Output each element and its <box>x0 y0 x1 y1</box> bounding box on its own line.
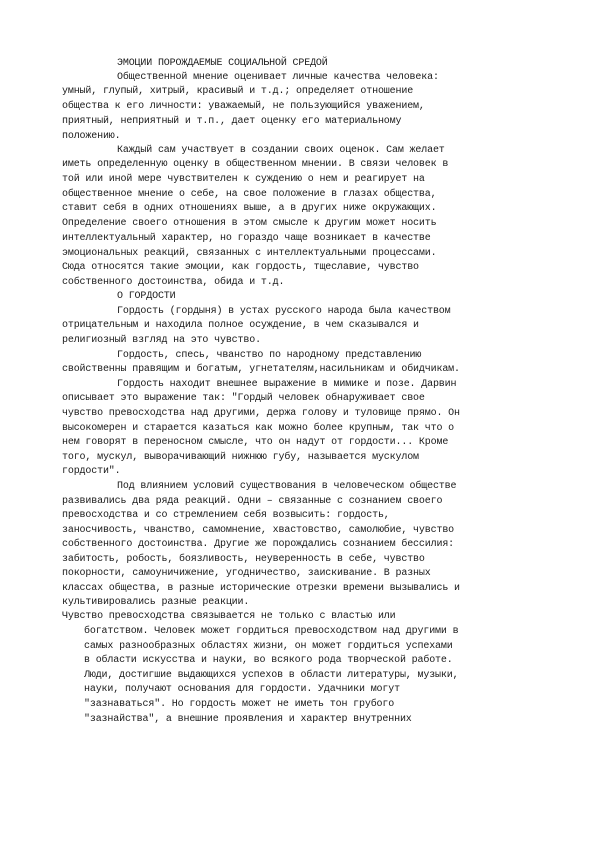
text-line: религиозный взгляд на это чувство. <box>62 335 261 346</box>
text-line: Гордость (гордыня) в устах русского народа была качеством <box>117 306 451 317</box>
text-line: собственного достоинства, обида и т.д. <box>62 277 285 288</box>
text-line: той или иной мере чувствителен к суждению о нем и реагирует на <box>62 174 425 185</box>
text-line: Под влиянием условий существования в человеческом обществе <box>117 481 457 492</box>
text-line: самых разнообразных областях жизни, он может гордиться успехами <box>84 641 453 652</box>
text-line: Сюда относятся такие эмоции, как гордость, тщеславие, чувство <box>62 262 419 273</box>
text-line: Общественной мнение оценивает личные качества человека: <box>117 72 439 83</box>
text-line: положению. <box>62 131 121 142</box>
text-line: гордости". <box>62 466 121 477</box>
text-line: эмоциональных реакций, связанных с интеллектуальными процессами. <box>62 248 437 259</box>
text-line: иметь определенную оценку в общественном мнении. В связи человек в <box>62 159 449 170</box>
text-line: богатством. Человек может гордиться превосходством над другими в <box>84 626 459 637</box>
text-line: собственного достоинства. Другие же порождались сознанием бессилия: <box>62 539 455 550</box>
text-line: забитость, робость, боязливость, неуверенность в себе, чувство <box>62 554 425 565</box>
text-line: Люди, достигшие выдающихся успехов в области литературы, музыки, <box>84 670 459 681</box>
text-line: Гордость, спесь, чванство по народному представлению <box>117 350 422 361</box>
text-line: свойственны правящим и богатым, угнетателям,насильникам и обидчикам. <box>62 364 460 375</box>
text-line: культивировались разные реакции. <box>62 597 250 608</box>
document-title: ЭМОЦИИ ПОРОЖДАЕМЫЕ СОЦИАЛЬНОЙ СРЕДОЙ <box>117 58 328 69</box>
text-line: высокомерен и старается казаться как можно более крупным, так что о <box>62 423 455 434</box>
text-line: Определение своего отношения в этом смысле к другим может носить <box>62 218 437 229</box>
text-line: Чувство превосходства связывается не только с властью или <box>62 611 396 622</box>
text-line: науки, получают основания для гордости. Удачники могут <box>84 684 400 695</box>
text-line: превосходства и со стремлением себя возвысить: гордость, <box>62 510 390 521</box>
text-line: ставит себя в одних отношениях выше, а в других ниже окружающих. <box>62 203 437 214</box>
text-line: общества к его личности: уважаемый, не пользующийся уважением, <box>62 101 425 112</box>
text-line: в области искусства и науки, во всякого рода творческой работе. <box>84 655 453 666</box>
text-line: умный, глупый, хитрый, красивый и т.д.; определяет отношение <box>62 86 414 97</box>
text-line: отрицательным и находила полное осуждение, в чем сказывался и <box>62 320 419 331</box>
text-line: Каждый сам участвует в создании своих оценок. Сам желает <box>117 145 445 156</box>
text-line: чувство превосходства над другими, держа голову и туловище прямо. Он <box>62 408 460 419</box>
text-line: "зазнайства", а внешние проявления и характер внутренних <box>84 714 412 725</box>
text-line: описывает это выражение так: "Гордый человек обнаруживает свое <box>62 393 425 404</box>
text-line: приятный, неприятный и т.п., дает оценку его материальному <box>62 116 402 127</box>
text-line: классах общества, в разные исторические отрезки времени вызывались и <box>62 583 460 594</box>
text-line: нем говорят в переносном смысле, что он надут от гордости... Кроме <box>62 437 449 448</box>
text-line: Гордость находит внешнее выражение в мимике и позе. Дарвин <box>117 379 457 390</box>
text-line: заносчивость, чванство, самомнение, хвастовство, самолюбие, чувство <box>62 525 455 536</box>
text-line: общественное мнение о себе, на свое положение в глазах общества, <box>62 189 437 200</box>
text-line: "зазнаваться". Но гордость может не иметь тон грубого <box>84 699 395 710</box>
text-line: развивались два ряда реакций. Одни – связанные с сознанием своего <box>62 496 443 507</box>
text-line: интеллектуальный характер, но гораздо чаще возникает в качестве <box>62 233 431 244</box>
text-line: того, мускул, выворачивающий нижнюю губу, называется мускулом <box>62 452 419 463</box>
section-heading: О ГОРДОСТИ <box>117 291 176 302</box>
text-line: покорности, самоуничижение, угодничество, заискивание. В разных <box>62 568 431 579</box>
